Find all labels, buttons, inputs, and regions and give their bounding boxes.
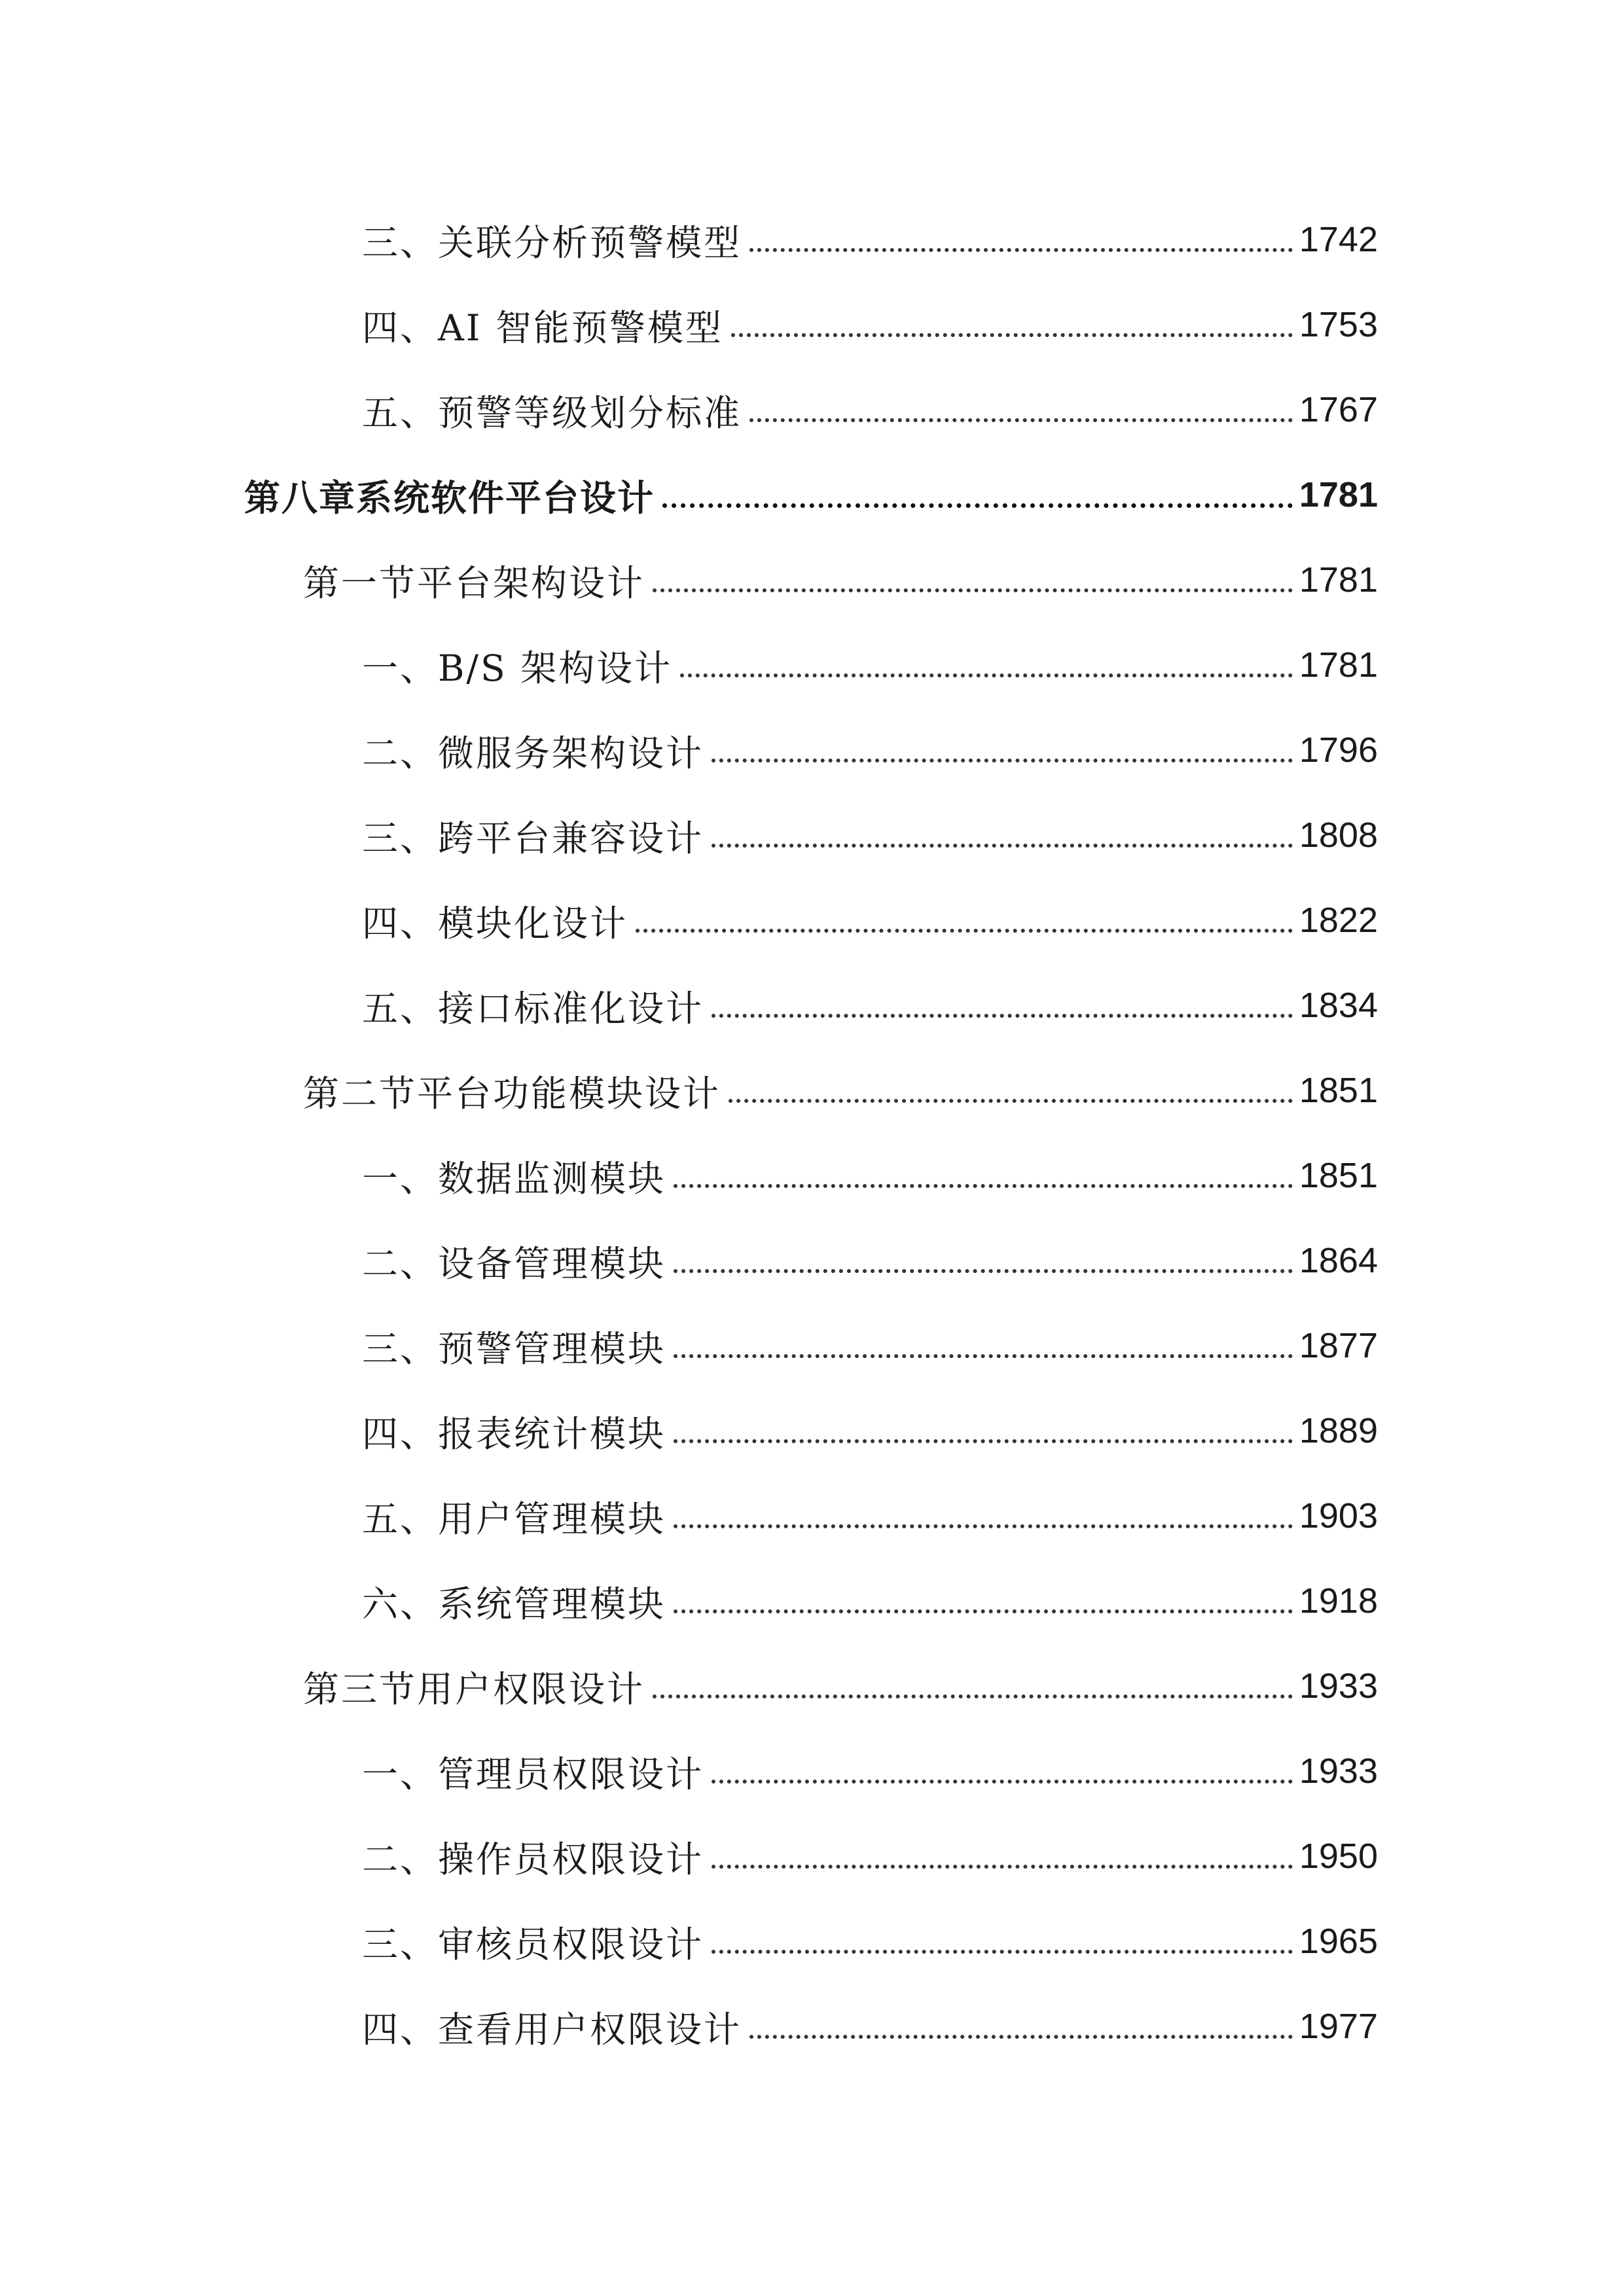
toc-dot-leader: [712, 1950, 1293, 1954]
toc-entry-title: 四、报表统计模块: [362, 1412, 666, 1455]
toc-entry-title: 五、用户管理模块: [362, 1498, 666, 1540]
toc-page-number: 1796: [1299, 730, 1378, 770]
toc-page-number: 1889: [1299, 1411, 1378, 1450]
toc-entry[interactable]: [362, 210, 1378, 269]
toc-entry-title: 三、跨平台兼容设计: [362, 817, 704, 859]
toc-dot-leader: [662, 503, 1293, 508]
toc-dot-leader: [674, 1524, 1293, 1528]
toc-dot-leader: [712, 1865, 1293, 1869]
toc-page-number: 1781: [1299, 475, 1378, 514]
toc-page-number: 1808: [1299, 816, 1378, 855]
toc-dot-leader: [749, 248, 1293, 252]
toc-entry[interactable]: [362, 1146, 1378, 1205]
toc-dot-leader: [712, 759, 1293, 762]
toc-entry[interactable]: [362, 1571, 1378, 1630]
toc-entry-title: 五、预警等级划分标准: [362, 391, 742, 434]
toc-page-number: 1753: [1299, 305, 1378, 344]
toc-dot-leader: [749, 418, 1293, 422]
toc-entry-title: 一、B/S 架构设计: [362, 647, 673, 689]
toc-page-number: 1851: [1299, 1156, 1378, 1195]
toc-entry[interactable]: [362, 1316, 1378, 1375]
toc-dot-leader: [674, 1609, 1293, 1613]
toc-dot-leader: [731, 333, 1293, 337]
toc-entry-title: 三、审核员权限设计: [362, 1923, 704, 1965]
toc-entry-title: 第三节用户权限设计: [303, 1668, 645, 1710]
toc-page-number: 1864: [1299, 1241, 1378, 1280]
toc-dot-leader: [653, 1695, 1293, 1698]
toc-entry[interactable]: [362, 721, 1378, 780]
toc-page-number: 1822: [1299, 901, 1378, 940]
toc-entry-title: 一、管理员权限设计: [362, 1753, 704, 1795]
toc-page-number: 1933: [1299, 1751, 1378, 1791]
toc-entry-title: 五、接口标准化设计: [362, 987, 704, 1030]
toc-entry[interactable]: [362, 380, 1378, 439]
toc-page-number: 1781: [1299, 645, 1378, 685]
toc-dot-leader: [712, 1014, 1293, 1018]
toc-page-number: 1767: [1299, 390, 1378, 429]
toc-page-number: 1851: [1299, 1071, 1378, 1110]
toc-dot-leader: [636, 929, 1293, 933]
toc-entry[interactable]: [362, 636, 1378, 694]
toc-entry-title: 第二节平台功能模块设计: [303, 1072, 721, 1115]
toc-dot-leader: [712, 1780, 1293, 1784]
toc-dot-leader: [712, 844, 1293, 848]
toc-page-number: 1918: [1299, 1581, 1378, 1621]
toc-page-number: 1933: [1299, 1666, 1378, 1706]
toc-entry-title: 三、关联分析预警模型: [362, 221, 742, 264]
toc-entry-title: 四、查看用户权限设计: [362, 2008, 742, 2051]
toc-entry[interactable]: [362, 976, 1378, 1035]
toc-entry-title: 三、预警管理模块: [362, 1327, 666, 1370]
toc-entry[interactable]: [362, 1486, 1378, 1545]
toc-page-number: 1834: [1299, 986, 1378, 1025]
toc-entry[interactable]: [362, 1231, 1378, 1290]
toc-page-number: 1781: [1299, 560, 1378, 600]
toc-entry-title: 二、微服务架构设计: [362, 732, 704, 774]
toc-page-number: 1965: [1299, 1922, 1378, 1961]
toc-entry[interactable]: [362, 1912, 1378, 1971]
toc-dot-leader: [674, 1354, 1293, 1358]
toc-entry-title: 二、操作员权限设计: [362, 1838, 704, 1880]
toc-chapter-entry[interactable]: [244, 465, 1378, 524]
toc-entry[interactable]: [362, 1742, 1378, 1801]
toc-dot-leader: [674, 1184, 1293, 1188]
toc-dot-leader: [729, 1099, 1293, 1103]
toc-page-number: 1877: [1299, 1326, 1378, 1365]
toc-page-number: 1742: [1299, 220, 1378, 259]
toc-section-entry[interactable]: [303, 1657, 1378, 1715]
toc-dot-leader: [653, 588, 1293, 592]
toc-dot-leader: [680, 673, 1293, 677]
toc-section-entry[interactable]: [303, 550, 1378, 609]
toc-dot-leader: [674, 1269, 1293, 1273]
toc-entry-title: 二、设备管理模块: [362, 1242, 666, 1285]
toc-entry[interactable]: [362, 806, 1378, 865]
toc-entry-title: 四、模块化设计: [362, 902, 628, 944]
toc-dot-leader: [749, 2035, 1293, 2039]
toc-entry[interactable]: [362, 891, 1378, 950]
toc-entry-title: 一、数据监测模块: [362, 1157, 666, 1200]
toc-page-number: 1950: [1299, 1837, 1378, 1876]
toc-entry[interactable]: [362, 1827, 1378, 1886]
toc-entry[interactable]: [362, 1401, 1378, 1460]
toc-entry-title: 第八章系统软件平台设计: [244, 476, 655, 519]
toc-entry-title: 第一节平台架构设计: [303, 562, 645, 604]
toc-page-number: 1903: [1299, 1496, 1378, 1535]
toc-entry[interactable]: [362, 295, 1378, 354]
toc-entry[interactable]: [362, 1997, 1378, 2056]
toc-entry-title: 六、系统管理模块: [362, 1583, 666, 1625]
toc-entry-title: 四、AI 智能预警模型: [362, 306, 723, 349]
toc-dot-leader: [674, 1439, 1293, 1443]
toc-page-number: 1977: [1299, 2007, 1378, 2046]
toc-section-entry[interactable]: [303, 1061, 1378, 1120]
